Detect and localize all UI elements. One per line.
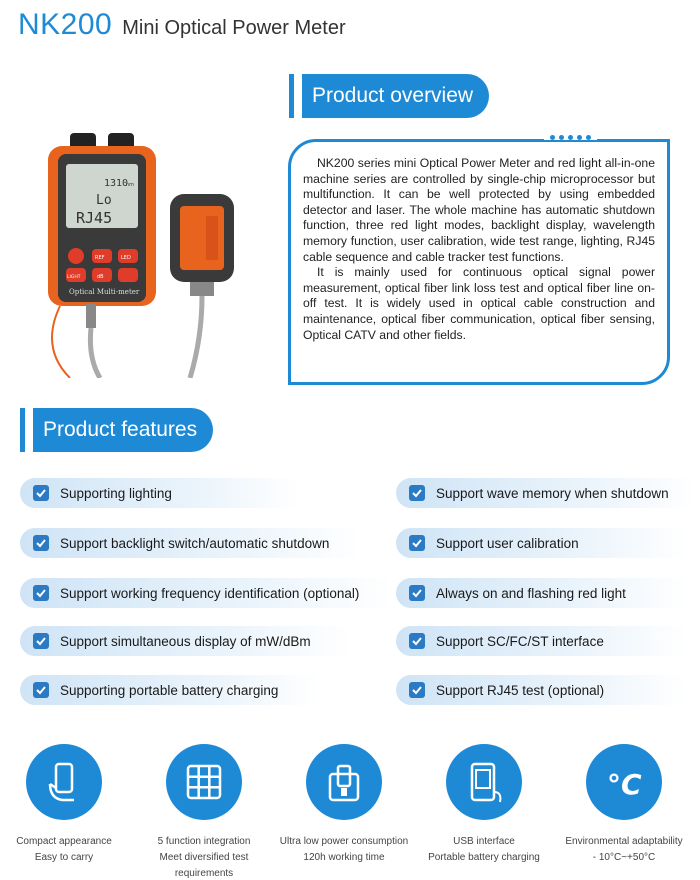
feature-text: Support SC/FC/ST interface <box>436 633 604 649</box>
features-heading <box>20 408 213 452</box>
overview-text-box <box>288 139 670 385</box>
caption-line2: Portable battery charging <box>428 852 540 863</box>
feature-item <box>20 675 320 705</box>
feature-item <box>396 626 686 656</box>
feature-text: Supporting portable battery charging <box>60 682 279 698</box>
check-box-icon <box>408 484 426 502</box>
feature-text: Support wave memory when shutdown <box>436 485 669 501</box>
feature-item <box>20 528 360 558</box>
feature-text: Support user calibration <box>436 535 579 551</box>
heading-bar <box>20 408 25 452</box>
check-box-icon <box>408 534 426 552</box>
caption-line1: USB interface <box>453 836 515 847</box>
lcd-line2: Lo <box>96 193 112 208</box>
heading-bar <box>289 74 294 118</box>
caption-line1: Compact appearance <box>16 836 112 847</box>
caption-line2: - 10°C~+50°C <box>592 852 656 863</box>
caption-line1: 5 function integration <box>157 836 251 847</box>
check-box-icon <box>32 484 50 502</box>
check-box-icon <box>32 584 50 602</box>
feature-item <box>396 528 686 558</box>
product-model: NK200 <box>18 8 113 41</box>
feature-text: Support working frequency identification (optional) <box>60 585 360 601</box>
product-image <box>30 128 280 378</box>
highlight-caption <box>549 834 699 866</box>
grid-icon <box>166 744 242 820</box>
ref-button-label: REF <box>95 255 105 261</box>
caption-line1: Ultra low power consumption <box>279 836 409 847</box>
feature-item <box>20 578 392 608</box>
caption-line1: Environmental adaptability <box>565 836 683 847</box>
page-header <box>18 8 346 48</box>
power-bank-icon <box>446 744 522 820</box>
check-box-icon <box>408 632 426 650</box>
battery-icon <box>306 744 382 820</box>
highlight-caption <box>409 834 559 866</box>
lcd-line1: 1310 <box>104 178 129 189</box>
celsius-glyph: °C <box>607 768 642 801</box>
check-box-icon <box>408 584 426 602</box>
feature-text: Support backlight switch/automatic shutdown <box>60 535 330 551</box>
feature-text: Support RJ45 test (optional) <box>436 682 605 698</box>
feature-item <box>396 578 686 608</box>
feature-item <box>396 675 686 705</box>
caption-line2: 120h working time <box>303 852 385 863</box>
highlight-caption <box>269 834 419 866</box>
led-button-label: LED <box>121 255 131 261</box>
feature-text: Always on and flashing red light <box>436 585 626 601</box>
highlight-caption <box>0 834 139 866</box>
decorative-dots <box>544 135 597 140</box>
overview-heading-label: Product overview <box>302 74 489 118</box>
hand-phone-icon <box>26 744 102 820</box>
device-brand-label: Optical Multi-meter <box>69 288 140 296</box>
features-heading-label: Product features <box>33 408 213 452</box>
check-box-icon <box>32 681 50 699</box>
highlight-caption <box>129 834 279 880</box>
check-box-icon <box>32 632 50 650</box>
caption-line2: Easy to carry <box>34 852 94 863</box>
check-box-icon <box>408 681 426 699</box>
overview-heading <box>289 74 489 118</box>
feature-item <box>396 478 696 508</box>
overview-paragraph-2: It is mainly used for continuous optical signal power measurement, optical fiber link loss test and optical fiber line on-off test. It is widely used in optical cable construction and maintenance, optical fiber communication, optical fiber sensing, Optical CATV and other fields. <box>303 265 655 342</box>
db-button-label: dB <box>97 274 104 280</box>
overview-paragraph-1: NK200 series mini Optical Power Meter and red light all-in-one machine series are controlled by single-chip microprocessor but multifunction. It can be well protected by using embedded detector and laser. The whole machine has automatic shutdown function, three red light modes, backlight display, wavelength memory function, user calibration, wide test range, lighting, RJ45 cable sequence and cable tracker test functions. <box>303 156 655 264</box>
caption-line2: Meet diversified test requirements <box>159 852 249 879</box>
feature-item <box>20 478 300 508</box>
feature-text: Supporting lighting <box>60 485 172 501</box>
lcd-unit: nm <box>126 182 135 188</box>
lcd-line3: RJ45 <box>76 209 113 227</box>
check-box-icon <box>32 534 50 552</box>
feature-item <box>20 626 350 656</box>
power-meter-illustration <box>30 128 280 378</box>
feature-text: Support simultaneous display of mW/dBm <box>60 633 311 649</box>
light-button-label: LIGHT <box>67 275 81 280</box>
celsius-icon <box>586 744 662 820</box>
product-subtitle: Mini Optical Power Meter <box>122 17 346 39</box>
